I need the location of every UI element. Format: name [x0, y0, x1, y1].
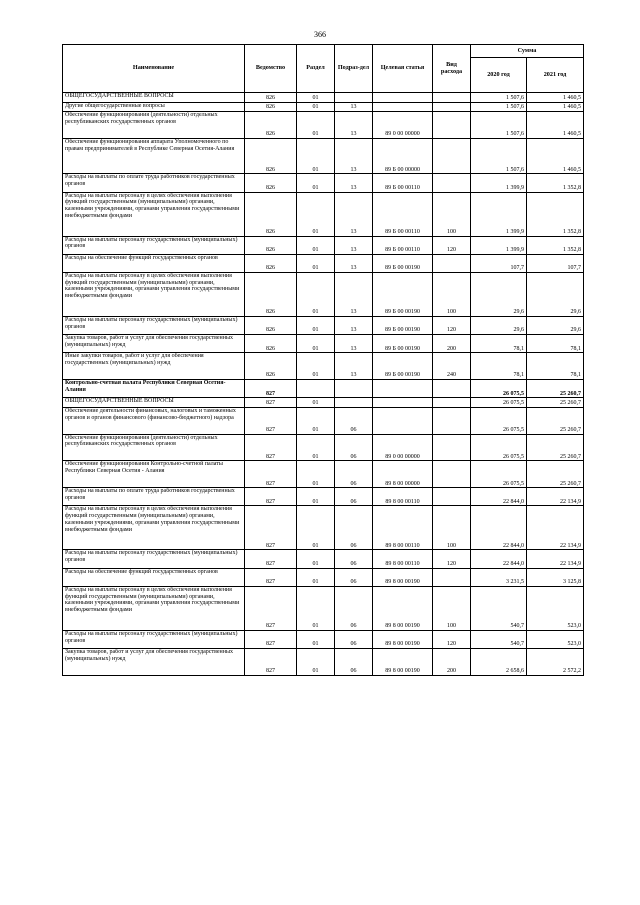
row-value-2021: 25 260,7 — [527, 461, 584, 488]
header-section: Раздел — [297, 45, 335, 93]
row-target: 89 Б 00 00110 — [373, 174, 433, 192]
row-exp-type: 100 — [433, 586, 471, 630]
row-dept: 827 — [245, 461, 297, 488]
row-value-2020: 78,1 — [471, 335, 527, 353]
row-name: Расходы на обеспечение функций государственных органов — [63, 568, 245, 586]
row-value-2020: 22 844,0 — [471, 506, 527, 550]
row-dept: 827 — [245, 398, 297, 408]
row-value-2020: 22 844,0 — [471, 550, 527, 568]
row-dept: 826 — [245, 236, 297, 254]
row-dept: 827 — [245, 649, 297, 676]
row-value-2020: 26 075,5 — [471, 398, 527, 408]
row-subsection: 06 — [335, 461, 373, 488]
row-value-2021: 1 460,5 — [527, 102, 584, 112]
row-exp-type — [433, 112, 471, 139]
row-name: Контрольно-счетная палата Республики Северная Осетия-Алания — [63, 380, 245, 398]
row-name: Расходы на выплаты персоналу государственных (муниципальных) органов — [63, 316, 245, 334]
row-exp-type: 120 — [433, 630, 471, 648]
row-value-2020: 1 507,6 — [471, 138, 527, 173]
row-exp-type: 200 — [433, 335, 471, 353]
row-subsection: 13 — [335, 174, 373, 192]
row-subsection: 13 — [335, 236, 373, 254]
row-value-2021: 107,7 — [527, 254, 584, 272]
row-section: 01 — [297, 568, 335, 586]
row-section: 01 — [297, 506, 335, 550]
row-dept: 827 — [245, 488, 297, 506]
row-name: Расходы на выплаты персоналу государственных (муниципальных) органов — [63, 630, 245, 648]
row-dept: 826 — [245, 93, 297, 103]
row-section: 01 — [297, 398, 335, 408]
row-subsection — [335, 380, 373, 398]
row-section: 01 — [297, 488, 335, 506]
row-section: 01 — [297, 353, 335, 380]
row-subsection: 06 — [335, 630, 373, 648]
row-target: 89 8 00 00110 — [373, 550, 433, 568]
row-subsection: 13 — [335, 272, 373, 316]
header-dept: Ведомство — [245, 45, 297, 93]
row-value-2021: 523,0 — [527, 630, 584, 648]
row-value-2020: 29,6 — [471, 272, 527, 316]
row-section: 01 — [297, 272, 335, 316]
table-row — [63, 586, 584, 630]
row-value-2020: 1 399,9 — [471, 192, 527, 236]
header-name: Наименование — [63, 45, 245, 93]
row-subsection — [335, 93, 373, 103]
row-dept: 826 — [245, 174, 297, 192]
row-name: Обеспечение функционирования Контрольно-счетной палаты Республики Северная Осетия - Алания — [63, 461, 245, 488]
row-name: Закупка товаров, работ и услуг для обеспечения государственных (муниципальных) нужд — [63, 649, 245, 676]
row-subsection: 06 — [335, 586, 373, 630]
row-value-2021: 2 572,2 — [527, 649, 584, 676]
table-row — [63, 174, 584, 192]
row-exp-type — [433, 434, 471, 461]
row-target: 89 Б 00 00190 — [373, 335, 433, 353]
row-value-2020: 26 075,5 — [471, 407, 527, 434]
row-dept: 826 — [245, 254, 297, 272]
row-target: 89 8 00 00000 — [373, 461, 433, 488]
row-target: 89 Б 00 00190 — [373, 316, 433, 334]
table-row — [63, 568, 584, 586]
table-row — [63, 138, 584, 173]
row-target: 89 8 00 00190 — [373, 586, 433, 630]
row-section: 01 — [297, 649, 335, 676]
row-exp-type: 200 — [433, 649, 471, 676]
row-value-2021: 3 125,8 — [527, 568, 584, 586]
row-section: 01 — [297, 630, 335, 648]
row-value-2020: 29,6 — [471, 316, 527, 334]
row-dept: 827 — [245, 380, 297, 398]
row-value-2020: 22 844,0 — [471, 488, 527, 506]
row-dept: 826 — [245, 272, 297, 316]
row-section: 01 — [297, 93, 335, 103]
row-name: Расходы на обеспечение функций государственных органов — [63, 254, 245, 272]
row-subsection: 06 — [335, 506, 373, 550]
table-row — [63, 254, 584, 272]
row-section: 01 — [297, 102, 335, 112]
row-value-2020: 2 658,6 — [471, 649, 527, 676]
table-row — [63, 488, 584, 506]
row-dept: 826 — [245, 316, 297, 334]
row-exp-type: 100 — [433, 272, 471, 316]
row-subsection: 13 — [335, 138, 373, 173]
row-value-2021: 29,6 — [527, 272, 584, 316]
row-value-2021: 25 260,7 — [527, 398, 584, 408]
row-exp-type: 240 — [433, 353, 471, 380]
header-year-2020: 2020 год — [471, 58, 527, 93]
row-dept: 826 — [245, 192, 297, 236]
row-name: Расходы на выплаты персоналу в целях обеспечения выполнения функций государственными (муниципальными) органами, казенными учреждениями, органами управления государственными внебюджетными фондами — [63, 272, 245, 316]
row-subsection: 13 — [335, 102, 373, 112]
table-row — [63, 192, 584, 236]
row-dept: 826 — [245, 112, 297, 139]
row-exp-type: 120 — [433, 316, 471, 334]
row-value-2021: 1 460,5 — [527, 138, 584, 173]
row-value-2020: 26 075,5 — [471, 434, 527, 461]
row-name: Обеспечение функционирования (деятельности) отдельных республиканских государственных органов — [63, 434, 245, 461]
row-exp-type — [433, 138, 471, 173]
row-section: 01 — [297, 434, 335, 461]
table-row — [63, 434, 584, 461]
row-target: 89 Б 00 00190 — [373, 353, 433, 380]
row-name: Другие общегосударственные вопросы — [63, 102, 245, 112]
row-value-2020: 1 399,9 — [471, 174, 527, 192]
table-row — [63, 649, 584, 676]
row-value-2021: 1 352,8 — [527, 174, 584, 192]
row-value-2020: 1 507,6 — [471, 112, 527, 139]
row-dept: 827 — [245, 568, 297, 586]
row-target: 89 8 00 00110 — [373, 488, 433, 506]
table-row — [63, 236, 584, 254]
row-exp-type — [433, 398, 471, 408]
page-number: 366 — [314, 30, 326, 39]
row-exp-type — [433, 254, 471, 272]
row-target — [373, 407, 433, 434]
row-section: 01 — [297, 316, 335, 334]
row-subsection: 06 — [335, 550, 373, 568]
row-exp-type: 120 — [433, 236, 471, 254]
row-exp-type: 120 — [433, 550, 471, 568]
table-header — [63, 45, 584, 93]
table-row — [63, 316, 584, 334]
row-value-2021: 22 134,9 — [527, 550, 584, 568]
row-section: 01 — [297, 236, 335, 254]
row-target: 89 Б 00 00110 — [373, 236, 433, 254]
row-dept: 827 — [245, 586, 297, 630]
row-target — [373, 380, 433, 398]
row-value-2020: 1 399,9 — [471, 236, 527, 254]
row-name: Расходы на выплаты по оплате труда работников государственных органов — [63, 174, 245, 192]
row-dept: 826 — [245, 353, 297, 380]
row-exp-type — [433, 407, 471, 434]
row-section: 01 — [297, 174, 335, 192]
row-subsection: 13 — [335, 353, 373, 380]
row-section: 01 — [297, 138, 335, 173]
row-name: ОБЩЕГОСУДАРСТВЕННЫЕ ВОПРОСЫ — [63, 93, 245, 103]
row-value-2020: 78,1 — [471, 353, 527, 380]
row-value-2021: 78,1 — [527, 335, 584, 353]
row-subsection: 06 — [335, 434, 373, 461]
row-value-2021: 1 460,5 — [527, 112, 584, 139]
row-value-2020: 1 507,6 — [471, 93, 527, 103]
budget-table — [62, 44, 584, 676]
table-row — [63, 335, 584, 353]
row-target: 89 8 00 00190 — [373, 568, 433, 586]
row-target — [373, 398, 433, 408]
row-name: Расходы на выплаты персоналу в целях обеспечения выполнения функций государственными (муниципальными) органами, казенными учреждениями, органами управления государственными внебюджетными фондами — [63, 192, 245, 236]
row-value-2021: 1 352,8 — [527, 236, 584, 254]
row-exp-type — [433, 93, 471, 103]
table-row — [63, 102, 584, 112]
header-exp-type: Вид расхода — [433, 45, 471, 93]
header-sum: Сумма — [471, 45, 584, 58]
row-name: Иные закупки товаров, работ и услуг для обеспечения государственных (муниципальных) нужд — [63, 353, 245, 380]
row-exp-type — [433, 461, 471, 488]
row-value-2021: 25 260,7 — [527, 434, 584, 461]
table-row — [63, 380, 584, 398]
row-value-2021: 1 460,5 — [527, 93, 584, 103]
row-value-2021: 25 260,7 — [527, 380, 584, 398]
row-value-2020: 540,7 — [471, 586, 527, 630]
row-name: Расходы на выплаты по оплате труда работников государственных органов — [63, 488, 245, 506]
table-row — [63, 93, 584, 103]
row-subsection: 13 — [335, 112, 373, 139]
table-row — [63, 506, 584, 550]
row-target: 89 0 00 00000 — [373, 434, 433, 461]
row-value-2021: 1 352,8 — [527, 192, 584, 236]
table-body — [63, 93, 584, 676]
row-subsection — [335, 398, 373, 408]
row-exp-type: 100 — [433, 192, 471, 236]
row-name: Расходы на выплаты персоналу в целях обеспечения выполнения функций государственными (муниципальными) органами, казенными учреждениями, органами управления государственными внебюджетными фондами — [63, 506, 245, 550]
header-year-2021: 2021 год — [527, 58, 584, 93]
header-target: Целевая статья — [373, 45, 433, 93]
row-name: Расходы на выплаты персоналу в целях обеспечения выполнения функций государственными (муниципальными) органами, казенными учреждениями, органами управления государственными внебюджетными фондами — [63, 586, 245, 630]
row-subsection: 13 — [335, 335, 373, 353]
row-value-2021: 22 134,9 — [527, 506, 584, 550]
table-row — [63, 407, 584, 434]
row-value-2021: 29,6 — [527, 316, 584, 334]
row-name: Обеспечение функционирования аппарата Уполномоченного по правам предпринимателей в Республике Северная Осетия-Алания — [63, 138, 245, 173]
row-name: ОБЩЕГОСУДАРСТВЕННЫЕ ВОПРОСЫ — [63, 398, 245, 408]
row-target: 89 8 00 00190 — [373, 630, 433, 648]
row-section — [297, 380, 335, 398]
row-dept: 826 — [245, 335, 297, 353]
row-dept: 827 — [245, 550, 297, 568]
row-dept: 827 — [245, 407, 297, 434]
row-section: 01 — [297, 461, 335, 488]
table-row — [63, 353, 584, 380]
row-target: 89 Б 00 00190 — [373, 272, 433, 316]
row-exp-type — [433, 102, 471, 112]
row-value-2020: 107,7 — [471, 254, 527, 272]
row-dept: 826 — [245, 102, 297, 112]
row-section: 01 — [297, 335, 335, 353]
row-value-2020: 540,7 — [471, 630, 527, 648]
row-dept: 827 — [245, 506, 297, 550]
row-target — [373, 93, 433, 103]
row-dept: 827 — [245, 630, 297, 648]
row-section: 01 — [297, 407, 335, 434]
row-section: 01 — [297, 550, 335, 568]
row-name: Расходы на выплаты персоналу государственных (муниципальных) органов — [63, 236, 245, 254]
row-subsection: 13 — [335, 192, 373, 236]
row-subsection: 06 — [335, 407, 373, 434]
row-value-2020: 1 507,6 — [471, 102, 527, 112]
table-row — [63, 272, 584, 316]
row-value-2020: 26 075,5 — [471, 461, 527, 488]
row-value-2021: 78,1 — [527, 353, 584, 380]
row-subsection: 13 — [335, 316, 373, 334]
row-subsection: 13 — [335, 254, 373, 272]
row-target — [373, 102, 433, 112]
table-row — [63, 398, 584, 408]
row-target: 89 8 00 00110 — [373, 506, 433, 550]
row-exp-type — [433, 174, 471, 192]
row-dept: 826 — [245, 138, 297, 173]
row-exp-type — [433, 568, 471, 586]
table-row — [63, 550, 584, 568]
row-subsection: 06 — [335, 568, 373, 586]
row-section: 01 — [297, 112, 335, 139]
row-value-2020: 3 231,5 — [471, 568, 527, 586]
row-target: 89 Б 00 00110 — [373, 192, 433, 236]
row-value-2021: 523,0 — [527, 586, 584, 630]
row-subsection: 06 — [335, 649, 373, 676]
row-subsection: 06 — [335, 488, 373, 506]
row-target: 89 0 00 00000 — [373, 112, 433, 139]
row-exp-type — [433, 380, 471, 398]
row-target: 89 8 00 00190 — [373, 649, 433, 676]
row-section: 01 — [297, 586, 335, 630]
row-exp-type — [433, 488, 471, 506]
row-value-2020: 26 075,5 — [471, 380, 527, 398]
table-row — [63, 461, 584, 488]
table-row — [63, 630, 584, 648]
row-section: 01 — [297, 254, 335, 272]
row-name: Обеспечение деятельности финансовых, налоговых и таможенных органов и органов финансового (финансово-бюджетного) надзора — [63, 407, 245, 434]
row-section: 01 — [297, 192, 335, 236]
header-subsection: Подраз-дел — [335, 45, 373, 93]
row-target: 89 Б 00 00000 — [373, 138, 433, 173]
row-name: Обеспечение функционирования (деятельности) отдельных республиканских государственных органов — [63, 112, 245, 139]
row-name: Расходы на выплаты персоналу государственных (муниципальных) органов — [63, 550, 245, 568]
row-exp-type: 100 — [433, 506, 471, 550]
row-value-2021: 22 134,9 — [527, 488, 584, 506]
row-target: 89 Б 00 00190 — [373, 254, 433, 272]
row-value-2021: 25 260,7 — [527, 407, 584, 434]
row-dept: 827 — [245, 434, 297, 461]
table-row — [63, 112, 584, 139]
row-name: Закупка товаров, работ и услуг для обеспечения государственных (муниципальных) нужд — [63, 335, 245, 353]
